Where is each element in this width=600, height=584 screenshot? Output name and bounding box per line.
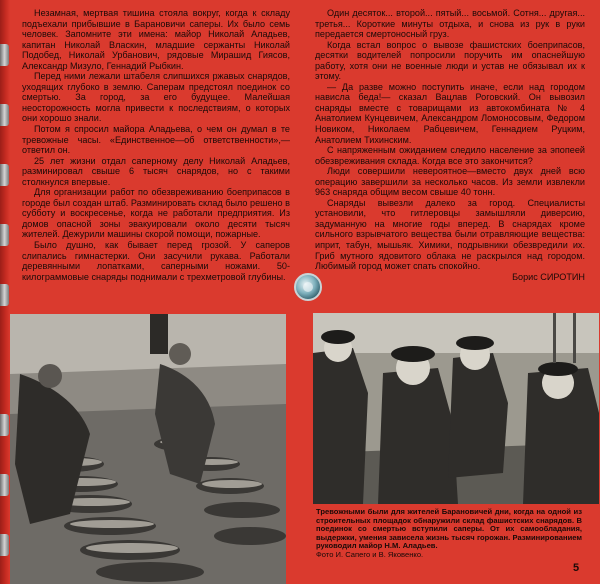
photo-sappers-digging-shells <box>10 314 286 584</box>
paragraph: Когда встал вопрос о вывозе фашистских боеприпасов, десятки водителей попросили поручить им опаснейшую работу, хотя они не военные люди и устав не обязывал их к этому. <box>315 39 585 82</box>
article-left-column <box>22 8 290 308</box>
photo-caption <box>316 508 582 560</box>
photo-sappers-group <box>313 313 599 504</box>
binding-ring <box>0 104 9 126</box>
binding-ring <box>0 534 9 556</box>
photo-credit: Фото И. Сапего и В. Яковенко. <box>316 549 424 559</box>
paragraph: Для организации работ по обезвреживанию боеприпасов в городе был создан штаб. Разминировать склад было решено в субботу и воскресенье, когда не работали предприятия. Из домов опасной зоны эвакуировали около десяти тысяч жителей. Дежурили машины скорой помощи, пожарные. <box>22 187 290 240</box>
paragraph: Люди совершили невероятное—вместо двух дней всю операцию завершили за несколько часов. Из земли извлекли 963 снаряда общим весом свыше 40 тонн. <box>315 166 585 198</box>
paragraph: Один десяток... второй... пятый... восьмой. Сотня... другая... третья... Короткие минуты отдыха, и снова из рук в руки передается смертоносный груз. <box>315 8 585 40</box>
paragraph: — Да разве можно поступить иначе, если над городом нависла беда!— сказал Вацлав Роговский. Он вывозил снаряды вместе с товарищами из автокомбината № 4 Анатолием Кунцевичем, Александром Ломоносовым, Федором Новиком, Николаем Рабцевичем, Геннадием Руцким, Анатолием Тихинским. <box>315 81 585 145</box>
author-signature: Борис СИРОТИН <box>512 271 585 282</box>
paragraph: 25 лет жизни отдал саперному делу Николай Аладьев, разминировал свыше 6 тысяч снарядов, но с такими столкнулся впервые. <box>22 155 290 187</box>
paragraph: Перед ними лежали штабеля слипшихся ржавых снарядов, уходящих глубоко в землю. Саперам предстоял поединок со смертью. За город, за его будущее. Малейшая неосторожность могла привести к последствиям, о которых они хорошо знали. <box>22 71 290 124</box>
page-number: 5 <box>573 562 580 574</box>
round-sticker-icon <box>294 273 322 301</box>
paragraph: Незамная, мертвая тишина стояла вокруг, когда к складу подъехали прибывшие в Барановичи саперы. Их было семь человек. Запомните эти имена: майор Николай Аладьев, капитан Николай Власкин, младшие сержанты Николай Подобед, Николай Урбанович, рядовые Мирашид Гиясов, Александр Мизуло, Геннадий Рыбкин. <box>22 8 290 71</box>
binding-ring <box>0 44 9 66</box>
caption-text: Тревожными были для жителей Барановичей дни, когда на одной из строительных площадок обнаружили склад фашистских снарядов. В поединок со смертью вступили саперы. От их самообладания, выдержки, умения зависела жизнь тысяч горожан. Разминированием руководил майор Н.М. Аладьев. <box>316 507 582 551</box>
paragraph: Потом я спросил майора Аладьева, о чем он думал в те тревожные часы. «Единственное—об ответственности»,—ответил он. <box>22 124 290 156</box>
binding-ring <box>0 474 9 496</box>
paragraph: Было душно, как бывает перед грозой. У саперов слипались гимнастерки. Они засучили рукава. Работали деревянными лопатками, саперными ножами. 50-килограммовые снаряды поднимали с трехметровой глубины. <box>22 240 290 282</box>
article-right-column <box>315 8 585 308</box>
binding-ring <box>0 224 9 246</box>
paragraph: С напряженным ожиданием следило население за эпопеей обезвреживания склада. Когда все это закончится? <box>315 145 585 166</box>
binding-ring <box>0 284 9 306</box>
binding-ring <box>0 414 9 436</box>
binding-ring <box>0 164 9 186</box>
paragraph: Снаряды вывезли далеко за город. Специалисты установили, что гитлеровцы замышляли диверсию, задуманную на многие годы вперед. В снарядах кроме сильного взрывчатого вещества были отравляющие вещества: иприт, табун, мышьяк. Химики, подрывники обезвредили их. Гриб мутного ядовитого облака не раскрылся над городом. Любимый город может спать спокойно. <box>315 197 585 272</box>
